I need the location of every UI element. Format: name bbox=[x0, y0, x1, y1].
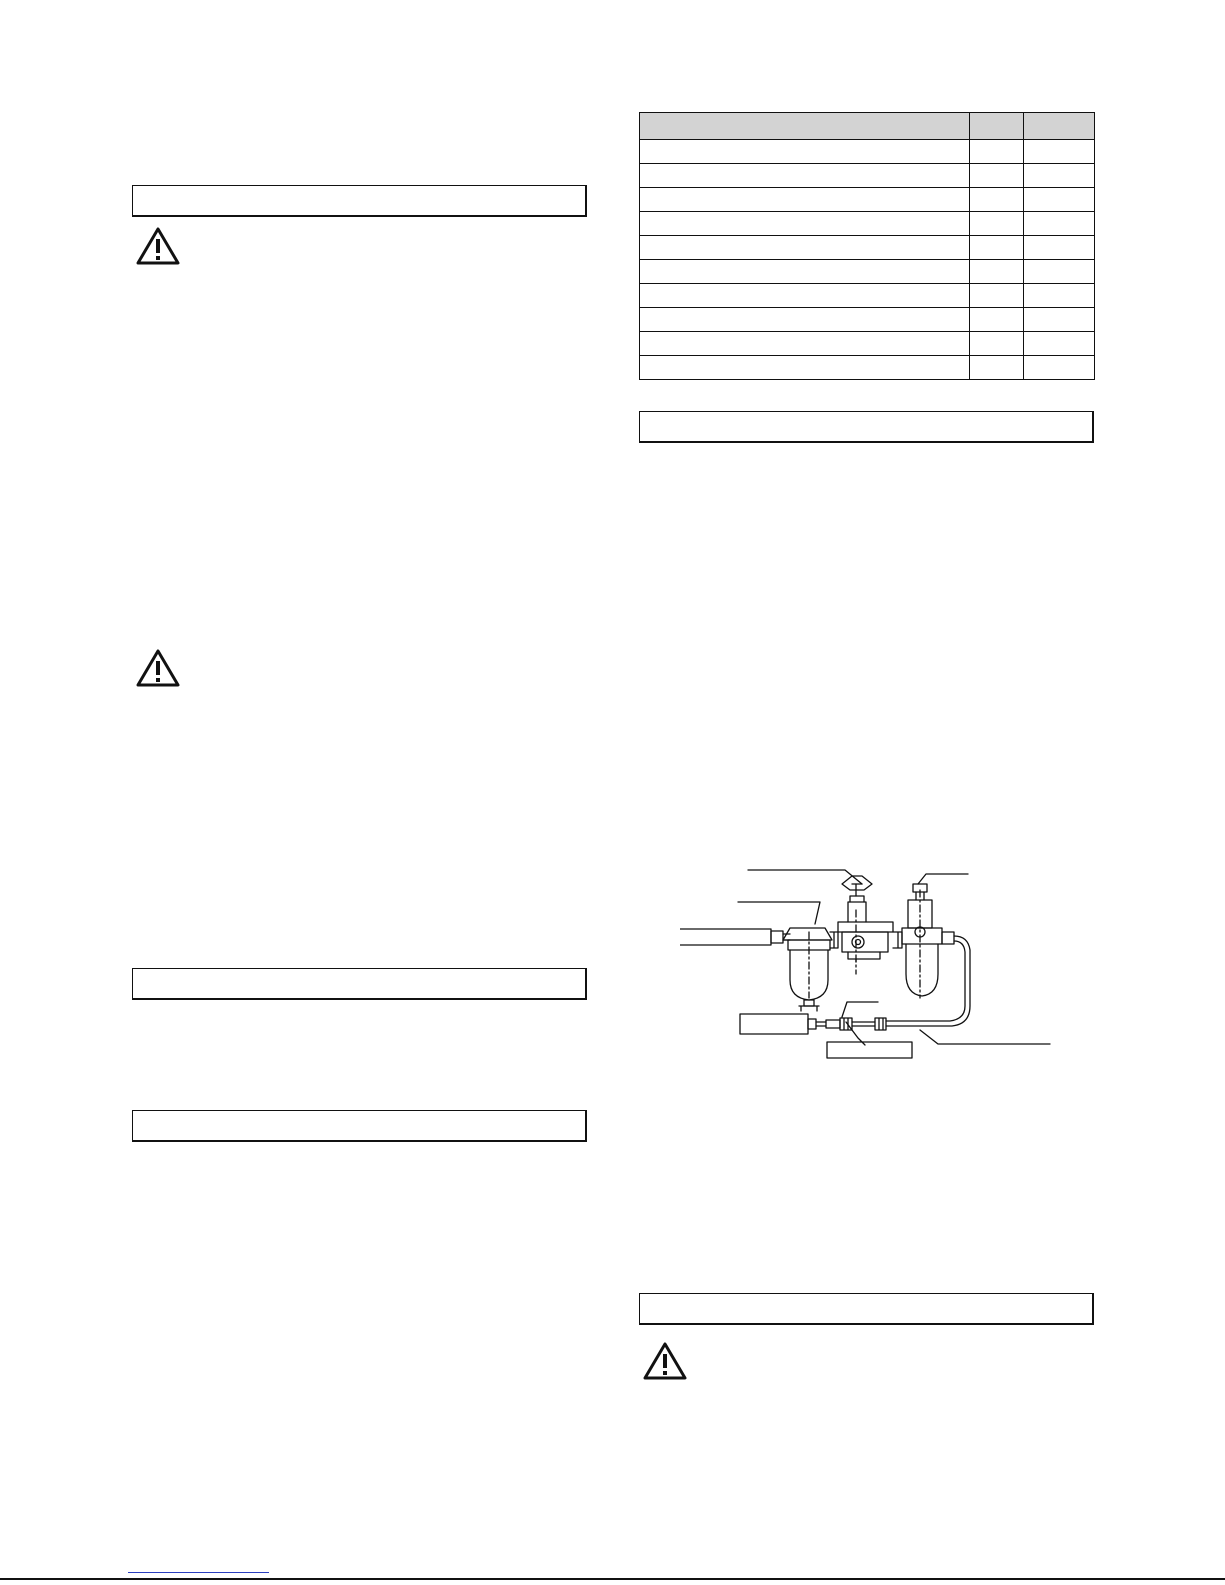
table-cell bbox=[1024, 356, 1095, 380]
table-cell bbox=[970, 164, 1024, 188]
table-cell bbox=[970, 308, 1024, 332]
table-cell bbox=[1024, 332, 1095, 356]
table-header-cell bbox=[1024, 113, 1095, 140]
table-row bbox=[640, 356, 1095, 380]
table-cell bbox=[640, 212, 970, 236]
warning-triangle-icon bbox=[135, 226, 181, 266]
table-cell bbox=[640, 164, 970, 188]
table-header-cell bbox=[640, 113, 970, 140]
table-cell bbox=[970, 212, 1024, 236]
section-heading-box-1 bbox=[132, 185, 587, 217]
table-cell bbox=[1024, 188, 1095, 212]
section-heading-box-3 bbox=[132, 1110, 587, 1142]
section-heading-box-5 bbox=[639, 1293, 1094, 1325]
table-cell bbox=[970, 260, 1024, 284]
table-cell bbox=[970, 140, 1024, 164]
table-cell bbox=[1024, 140, 1095, 164]
table-row bbox=[640, 164, 1095, 188]
table-header-row bbox=[640, 113, 1095, 140]
table-cell bbox=[970, 332, 1024, 356]
table-cell bbox=[970, 236, 1024, 260]
table-cell bbox=[640, 140, 970, 164]
table-cell bbox=[1024, 164, 1095, 188]
table-cell bbox=[640, 236, 970, 260]
table-cell bbox=[640, 356, 970, 380]
specification-table bbox=[639, 112, 1095, 380]
table-cell bbox=[1024, 284, 1095, 308]
air-unit-diagram bbox=[680, 862, 1060, 1082]
table-row bbox=[640, 188, 1095, 212]
section-heading-box-2 bbox=[132, 968, 587, 1000]
table-row bbox=[640, 212, 1095, 236]
table-row bbox=[640, 236, 1095, 260]
table-row bbox=[640, 332, 1095, 356]
footer-link-underline[interactable] bbox=[128, 1572, 269, 1573]
warning-triangle-icon bbox=[642, 1341, 688, 1381]
table-cell bbox=[970, 188, 1024, 212]
table-cell bbox=[1024, 308, 1095, 332]
table-row bbox=[640, 284, 1095, 308]
section-heading-box-4 bbox=[639, 411, 1094, 443]
table-cell bbox=[1024, 212, 1095, 236]
table-header-cell bbox=[970, 113, 1024, 140]
table-row bbox=[640, 260, 1095, 284]
table-cell bbox=[970, 356, 1024, 380]
table-cell bbox=[970, 284, 1024, 308]
table-cell bbox=[640, 308, 970, 332]
page-bottom-rule bbox=[0, 1578, 1225, 1580]
table-cell bbox=[640, 284, 970, 308]
warning-triangle-icon bbox=[135, 648, 181, 688]
table-cell bbox=[1024, 236, 1095, 260]
table-row bbox=[640, 308, 1095, 332]
table-cell bbox=[640, 260, 970, 284]
table-row bbox=[640, 140, 1095, 164]
table-cell bbox=[1024, 260, 1095, 284]
table-cell bbox=[640, 188, 970, 212]
table-cell bbox=[640, 332, 970, 356]
